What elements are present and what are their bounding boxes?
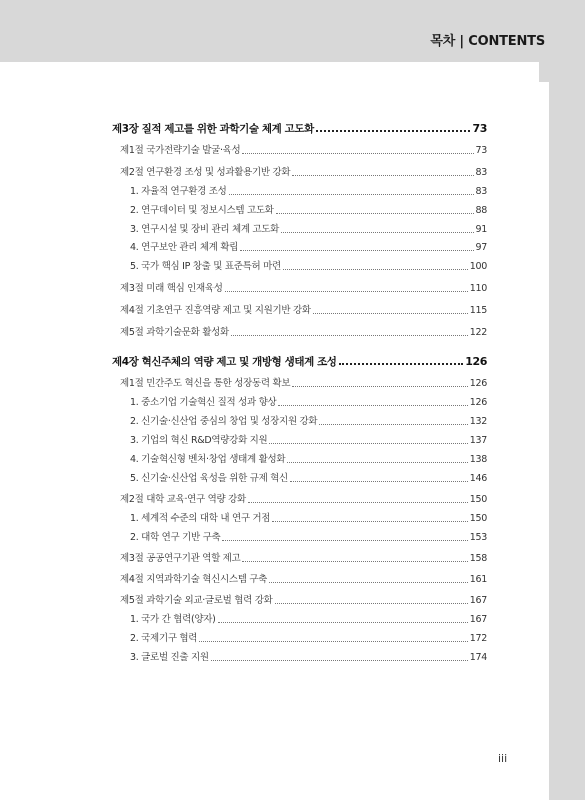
toc-dot-leader: [283, 269, 468, 270]
toc-entry-label: 4. 연구보안 관리 체계 확립: [130, 242, 239, 253]
toc-dot-leader: [269, 582, 468, 583]
toc-dot-leader: [231, 335, 468, 336]
toc-entry-label: 제4장 혁신주체의 역량 제고 및 개방형 생태계 조성: [112, 356, 337, 368]
toc-entry-sub[interactable]: [112, 205, 487, 217]
toc-entry-page: 110: [469, 283, 487, 294]
toc-dot-leader: [248, 502, 468, 503]
toc-entry-label: 1. 자율적 연구환경 조성: [130, 186, 227, 197]
toc-dot-leader: [339, 363, 464, 365]
toc-entry-label: 1. 중소기업 기술혁신 질적 성과 향상: [130, 397, 277, 408]
toc-dot-leader: [313, 313, 468, 314]
toc-entry-page: 161: [469, 574, 487, 585]
toc-entry-page: 172: [469, 633, 487, 644]
toc-dot-leader: [218, 622, 468, 623]
toc-entry-page: 174: [469, 652, 487, 663]
toc-entry-page: 100: [469, 261, 487, 272]
toc-dot-leader: [290, 481, 468, 482]
page-number: iii: [498, 752, 508, 765]
toc-entry-label: 4. 기술혁신형 벤처·창업 생태계 활성화: [130, 454, 286, 465]
toc-entry-label: 3. 기업의 혁신 R&D역량강화 지원: [130, 435, 268, 446]
toc-dot-leader: [225, 291, 468, 292]
toc-entry-page: 91: [475, 224, 487, 235]
toc-entry-label: 2. 대학 연구 기반 구축: [130, 532, 221, 543]
toc-entry-sub[interactable]: [112, 652, 487, 664]
toc-entry-label: 3. 연구시설 및 장비 관리 체계 고도화: [130, 224, 280, 235]
toc-dot-leader: [292, 386, 468, 387]
toc-entry-section[interactable]: [112, 145, 487, 157]
toc-entry-label: 제1절 민간주도 혁신을 통한 성장동력 확보: [120, 378, 291, 389]
toc-dot-leader: [199, 641, 468, 642]
toc-entry-chapter[interactable]: [112, 356, 487, 368]
toc-dot-leader: [319, 424, 467, 425]
toc-entry-page: 150: [469, 513, 487, 524]
toc-entry-label: 제2절 연구환경 조성 및 성과활용기반 강화: [120, 167, 291, 178]
toc-entry-page: 126: [469, 378, 487, 389]
toc-dot-leader: [242, 153, 473, 154]
toc-entry-label: 제1절 국가전략기술 발굴·육성: [120, 145, 241, 156]
toc-entry-label: 제3장 질적 제고를 위한 과학기술 체계 고도화: [112, 123, 314, 135]
toc-entry-label: 제4절 기초연구 진흥역량 제고 및 지원기반 강화: [120, 305, 311, 316]
toc-dot-leader: [222, 540, 467, 541]
toc-entry-page: 122: [469, 327, 487, 338]
toc-entry-page: 83: [475, 167, 487, 178]
toc-entry-label: 2. 연구데이터 및 정보시스템 고도화: [130, 205, 274, 216]
toc-entry-page: 126: [469, 397, 487, 408]
toc-entry-page: 126: [465, 355, 487, 368]
toc-entry-label: 5. 신기술·신산업 육성을 위한 규제 혁신: [130, 473, 288, 484]
toc-entry-sub[interactable]: [112, 242, 487, 254]
page-header-title: 목차 | CONTENTS: [430, 34, 545, 49]
toc-entry-section[interactable]: [112, 378, 487, 390]
toc-entry-label: 제3절 미래 핵심 인재육성: [120, 283, 223, 294]
toc-entry-page: 88: [475, 205, 487, 216]
toc-entry-page: 150: [469, 494, 487, 505]
toc-dot-leader: [211, 660, 468, 661]
toc-entry-page: 132: [469, 416, 487, 427]
toc-dot-leader: [281, 232, 473, 233]
toc-entry-sub[interactable]: [112, 261, 487, 273]
toc-entry-page: 167: [469, 614, 487, 625]
toc-entry-sub[interactable]: [112, 513, 487, 525]
toc-entry-section[interactable]: [112, 574, 487, 586]
toc-entry-section[interactable]: [112, 595, 487, 607]
toc-entry-page: 146: [469, 473, 487, 484]
toc-dot-leader: [240, 250, 473, 251]
toc-entry-page: 153: [469, 532, 487, 543]
toc-dot-leader: [229, 194, 474, 195]
toc-entry-page: 73: [472, 122, 487, 135]
toc-entry-page: 158: [469, 553, 487, 564]
toc-entry-sub[interactable]: [112, 473, 487, 485]
toc-dot-leader: [269, 443, 467, 444]
toc-entry-sub[interactable]: [112, 633, 487, 645]
toc-entry-section[interactable]: [112, 305, 487, 317]
toc-entry-label: 제5절 과학기술문화 활성화: [120, 327, 229, 338]
toc-entry-sub[interactable]: [112, 532, 487, 544]
toc-dot-leader: [292, 175, 473, 176]
toc-entry-label: 1. 국가 간 협력(양자): [130, 614, 216, 625]
toc-entry-sub[interactable]: [112, 224, 487, 236]
toc-dot-leader: [316, 130, 471, 132]
toc-entry-label: 제4절 지역과학기술 혁신시스템 구축: [120, 574, 268, 585]
toc-entry-sub[interactable]: [112, 186, 487, 198]
toc-entry-label: 제2절 대학 교육·연구 역량 강화: [120, 494, 246, 505]
toc-entry-chapter[interactable]: [112, 123, 487, 135]
toc-entry-page: 115: [469, 305, 487, 316]
toc-entry-page: 137: [469, 435, 487, 446]
toc-dot-leader: [242, 561, 467, 562]
toc-entry-section[interactable]: [112, 327, 487, 339]
toc-entry-section[interactable]: [112, 553, 487, 565]
side-margin-band: [549, 62, 585, 800]
toc-entry-label: 2. 국제기구 협력: [130, 633, 198, 644]
toc-entry-sub[interactable]: [112, 397, 487, 409]
toc-entry-section[interactable]: [112, 283, 487, 295]
toc-entry-page: 138: [469, 454, 487, 465]
toc-entry-section[interactable]: [112, 494, 487, 506]
toc-entry-page: 83: [475, 186, 487, 197]
toc-entry-sub[interactable]: [112, 454, 487, 466]
toc-dot-leader: [272, 521, 468, 522]
sheet-corner-fill: [539, 62, 559, 82]
toc-entry-sub[interactable]: [112, 435, 487, 447]
toc-dot-leader: [278, 405, 467, 406]
toc-entry-section[interactable]: [112, 167, 487, 179]
toc-entry-label: 2. 신기술·신산업 중심의 창업 및 성장지원 강화: [130, 416, 318, 427]
toc-entry-page: 73: [475, 145, 487, 156]
toc-dot-leader: [287, 462, 468, 463]
toc-entry-page: 167: [469, 595, 487, 606]
toc-entry-sub[interactable]: [112, 416, 487, 428]
toc-dot-leader: [276, 213, 474, 214]
toc-entry-sub[interactable]: [112, 614, 487, 626]
toc-entry-label: 3. 글로벌 진출 지원: [130, 652, 209, 663]
toc-entry-page: 97: [475, 242, 487, 253]
toc-entry-label: 1. 세계적 수준의 대학 내 연구 거점: [130, 513, 271, 524]
toc-dot-leader: [275, 603, 468, 604]
toc-entry-label: 제5절 과학기술 외교·글로벌 협력 강화: [120, 595, 273, 606]
toc-entry-label: 5. 국가 핵심 IP 창출 및 표준특허 마련: [130, 261, 281, 272]
toc-entry-label: 제3절 공공연구기관 역할 제고: [120, 553, 241, 564]
